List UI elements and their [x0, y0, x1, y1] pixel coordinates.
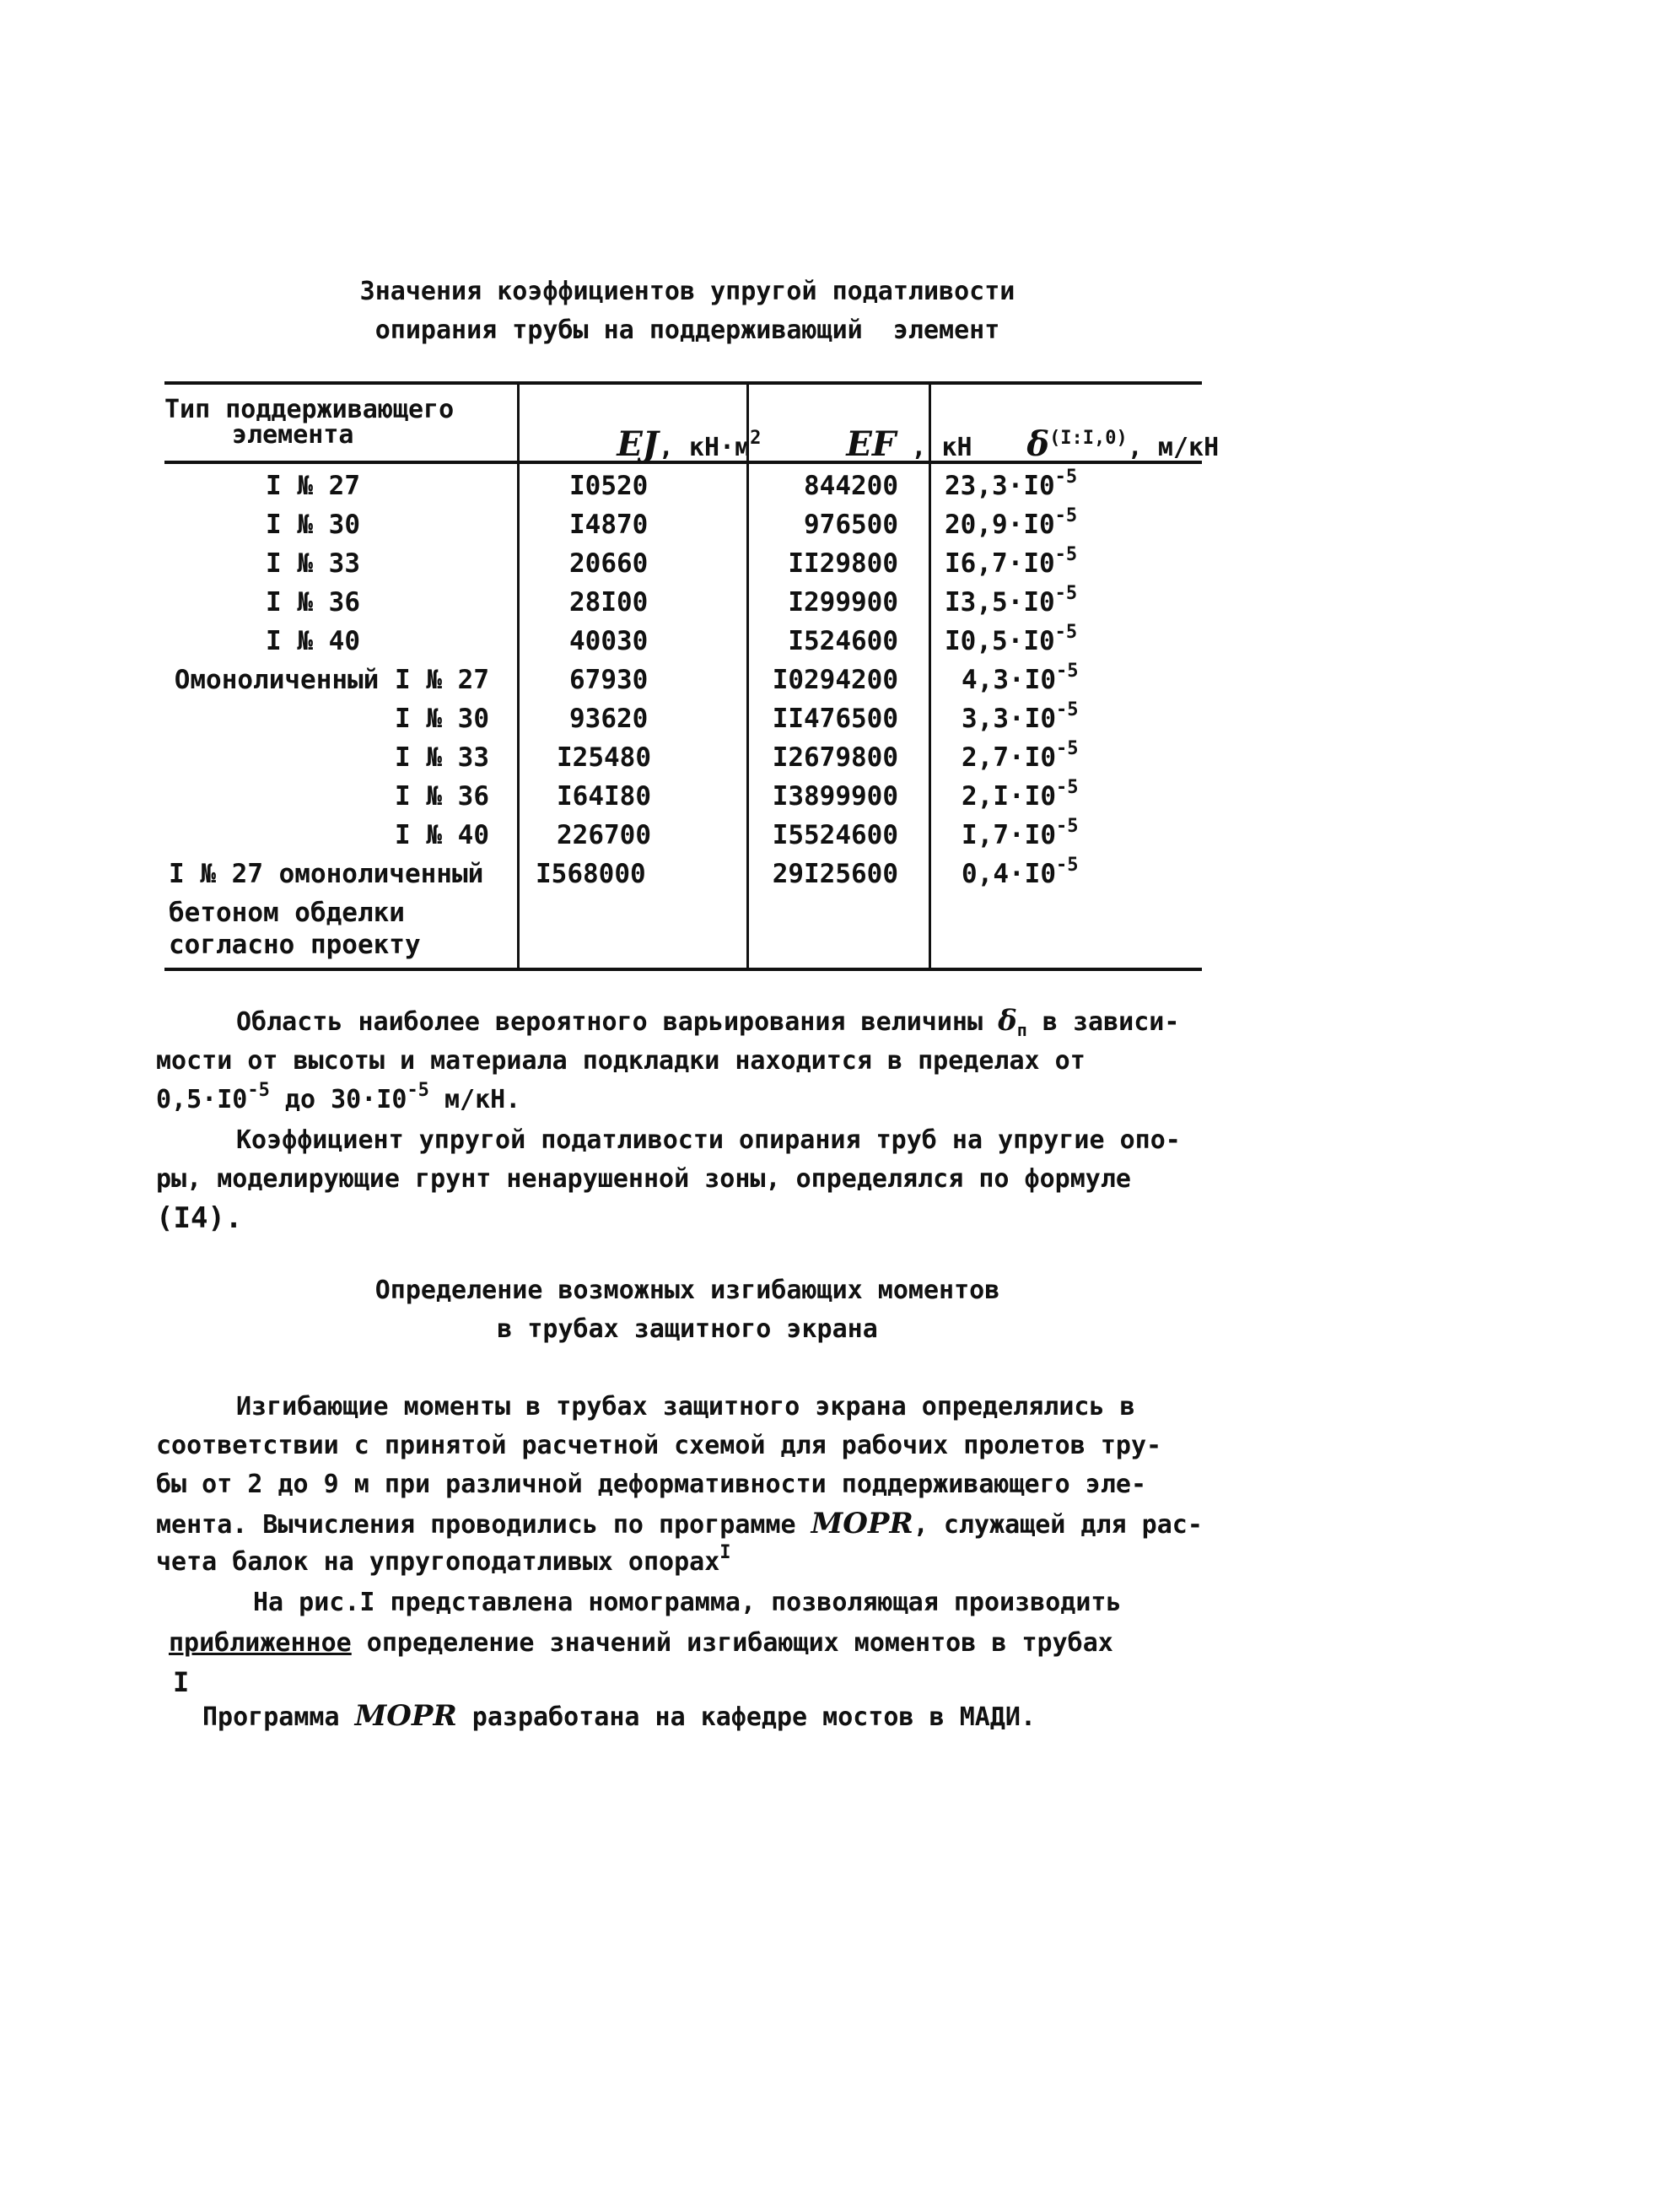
table-cell-ef: I2679800: [772, 742, 898, 773]
table-cell-delta: [962, 855, 1079, 889]
paragraph-line: [169, 1628, 1113, 1659]
table-cell-ej: 20660: [569, 548, 649, 579]
delta-exponent: -5: [1055, 699, 1079, 720]
delta-mantissa: 3,3·I0: [962, 704, 1056, 734]
delta-exponent: -5: [1055, 777, 1079, 798]
delta-mantissa: 2,7·I0: [962, 742, 1056, 773]
delta-exponent: -5: [1054, 544, 1078, 565]
table-cell-ef: I3899900: [772, 781, 898, 812]
exponent: -5: [407, 1080, 429, 1101]
delta-subscript: (I:I,0): [1049, 428, 1128, 449]
text-run: , служащей для рас-: [913, 1510, 1203, 1540]
delta-exponent: -5: [1055, 738, 1079, 759]
column-divider: [517, 381, 520, 970]
header-type-line-1: Тип поддерживающего: [164, 395, 455, 424]
table-cell-type: Омоноличенный I № 27: [174, 665, 489, 695]
table-cell-delta: [962, 738, 1079, 773]
table-cell-type: I № 27: [266, 471, 360, 501]
table-top-rule: [164, 381, 1202, 385]
table-cell-type: I № 36: [266, 587, 360, 618]
delta-exponent: -5: [1054, 505, 1078, 526]
section-heading-line-1: Определение возможных изгибающих моментов: [374, 1276, 1000, 1305]
delta-exponent: -5: [1055, 855, 1079, 876]
program-name: MOPR: [354, 1699, 457, 1733]
paragraph-line: Изгибающие моменты в трубах защитного экрана определялись в: [236, 1392, 1135, 1422]
paragraph-line: [156, 1080, 521, 1115]
table-cell-ef: 976500: [804, 510, 898, 540]
table-cell-type-continued: согласно проекту: [169, 930, 421, 960]
table-cell-delta: [962, 661, 1079, 695]
paragraph-line: мости от высоты и материала подкладки находится в пределах от: [156, 1046, 1086, 1076]
footnote-mark: I: [173, 1666, 190, 1698]
underlined-word: приближенное: [169, 1628, 352, 1658]
paragraph-line: (I4).: [156, 1201, 243, 1235]
table-cell-type: I № 30: [266, 510, 360, 540]
footnote-marker: I: [719, 1542, 731, 1563]
table-cell-type: I № 33: [395, 742, 489, 773]
text-run: 0,5·I0: [156, 1085, 248, 1114]
ef-unit: , кН: [896, 433, 972, 462]
table-cell-ej: I4870: [569, 510, 649, 540]
delta-unit: , м/кН: [1127, 433, 1220, 462]
delta-exponent: -5: [1055, 661, 1079, 682]
table-cell-ef: I5524600: [772, 820, 898, 850]
table-title-line-2: опирания трубы на поддерживающий элемент: [374, 316, 1000, 345]
table-cell-ej: 67930: [569, 665, 649, 695]
subscript: п: [1016, 1020, 1027, 1040]
delta-exponent: -5: [1054, 583, 1078, 604]
delta-mantissa: 23,3·I0: [945, 471, 1055, 501]
delta-mantissa: I,7·I0: [962, 820, 1056, 850]
paragraph-line: На рис.I представлена номограмма, позволяющая производить: [253, 1588, 1122, 1617]
text-run: до 30·I0: [269, 1085, 407, 1114]
table-cell-ej: I64I80: [557, 781, 651, 812]
delta-symbol: δ: [1026, 424, 1050, 464]
text-run: Область наиболее вероятного варьирования величины: [236, 1007, 999, 1037]
table-cell-ef: I299900: [788, 587, 898, 618]
table-cell-ef: I524600: [788, 626, 898, 656]
ef-symbol: EF: [846, 424, 897, 464]
delta-exponent: -5: [1054, 622, 1078, 643]
table-title-line-1: Значения коэффициентов упругой податливости: [359, 277, 1015, 306]
table-cell-delta: [945, 467, 1078, 501]
table-cell-ej: I25480: [557, 742, 651, 773]
paragraph-line: [156, 1542, 731, 1578]
text-run: Программа: [202, 1702, 355, 1732]
table-cell-ef: II476500: [772, 704, 898, 734]
footnote-text: [202, 1701, 1036, 1733]
delta-mantissa: 2,I·I0: [962, 781, 1056, 812]
delta-mantissa: I0,5·I0: [945, 626, 1055, 656]
text-run: в зависи-: [1026, 1007, 1180, 1037]
text-run: м/кН.: [428, 1085, 521, 1114]
text-run: определение значений изгибающих моментов в трубах: [351, 1628, 1113, 1658]
table-cell-ej: I568000: [536, 859, 646, 889]
table-cell-ej: 40030: [569, 626, 649, 656]
header-type-line-2: элемента: [232, 420, 354, 450]
table-cell-ej: I0520: [569, 471, 649, 501]
table-cell-delta: [945, 583, 1078, 618]
table-cell-type: I № 30: [395, 704, 489, 734]
table-cell-delta: [945, 622, 1078, 656]
table-cell-delta: [962, 777, 1079, 812]
section-heading-line-2: в трубах защитного экрана: [497, 1314, 878, 1344]
table-cell-type: I № 36: [395, 781, 489, 812]
delta-exponent: -5: [1054, 467, 1078, 488]
table-cell-delta: [945, 505, 1078, 540]
paragraph-line: [236, 1006, 1179, 1045]
table-cell-delta: [945, 544, 1078, 579]
delta-exponent: -5: [1055, 816, 1079, 837]
table-cell-type-continued: бетоном обделки: [169, 898, 405, 928]
ej-unit: , кН·м: [658, 433, 751, 462]
delta-mantissa: I3,5·I0: [945, 587, 1055, 618]
delta-mantissa: 0,4·I0: [962, 859, 1056, 889]
ej-exponent: 2: [750, 428, 762, 449]
table-cell-ef: I0294200: [772, 665, 898, 695]
paragraph-line: [156, 1508, 1203, 1540]
paragraph-line: ры, моделирующие грунт ненарушенной зоны, определялся по формуле: [156, 1164, 1131, 1194]
table-cell-type: I № 27 омоноличенный: [169, 859, 484, 889]
table-cell-type: I № 40: [395, 820, 489, 850]
table-cell-ej: 28I00: [569, 587, 649, 618]
paragraph-line: бы от 2 до 9 м при различной деформативности поддерживающего эле-: [156, 1470, 1146, 1499]
table-bottom-rule: [164, 968, 1202, 971]
table-cell-ef: 844200: [804, 471, 898, 501]
delta-mantissa: 4,3·I0: [962, 665, 1056, 695]
text-run: мента. Вычисления проводились по программе: [156, 1510, 811, 1540]
delta-mantissa: I6,7·I0: [945, 548, 1055, 579]
exponent: -5: [247, 1080, 270, 1101]
table-cell-type: I № 33: [266, 548, 360, 579]
table-cell-ef: 29I25600: [772, 859, 898, 889]
text-run: разработана на кафедре мостов в МАДИ.: [456, 1702, 1037, 1732]
program-name: MOPR: [811, 1507, 913, 1540]
delta-mantissa: 20,9·I0: [945, 510, 1055, 540]
table-cell-delta: [962, 699, 1079, 734]
table-cell-ef: II29800: [788, 548, 898, 579]
table-cell-delta: [962, 816, 1079, 850]
paragraph-line: соответствии с принятой расчетной схемой для рабочих пролетов тру-: [156, 1431, 1162, 1460]
ej-symbol: EJ: [617, 424, 659, 464]
paragraph-line: Коэффициент упругой податливости опирания труб на упругие опо-: [236, 1125, 1181, 1155]
text-run: чета балок на упругоподатливых опорах: [156, 1547, 720, 1577]
delta-symbol: δ: [998, 1004, 1017, 1038]
table-cell-type: I № 40: [266, 626, 360, 656]
table-cell-ej: 226700: [557, 820, 651, 850]
table-cell-ej: 93620: [569, 704, 649, 734]
